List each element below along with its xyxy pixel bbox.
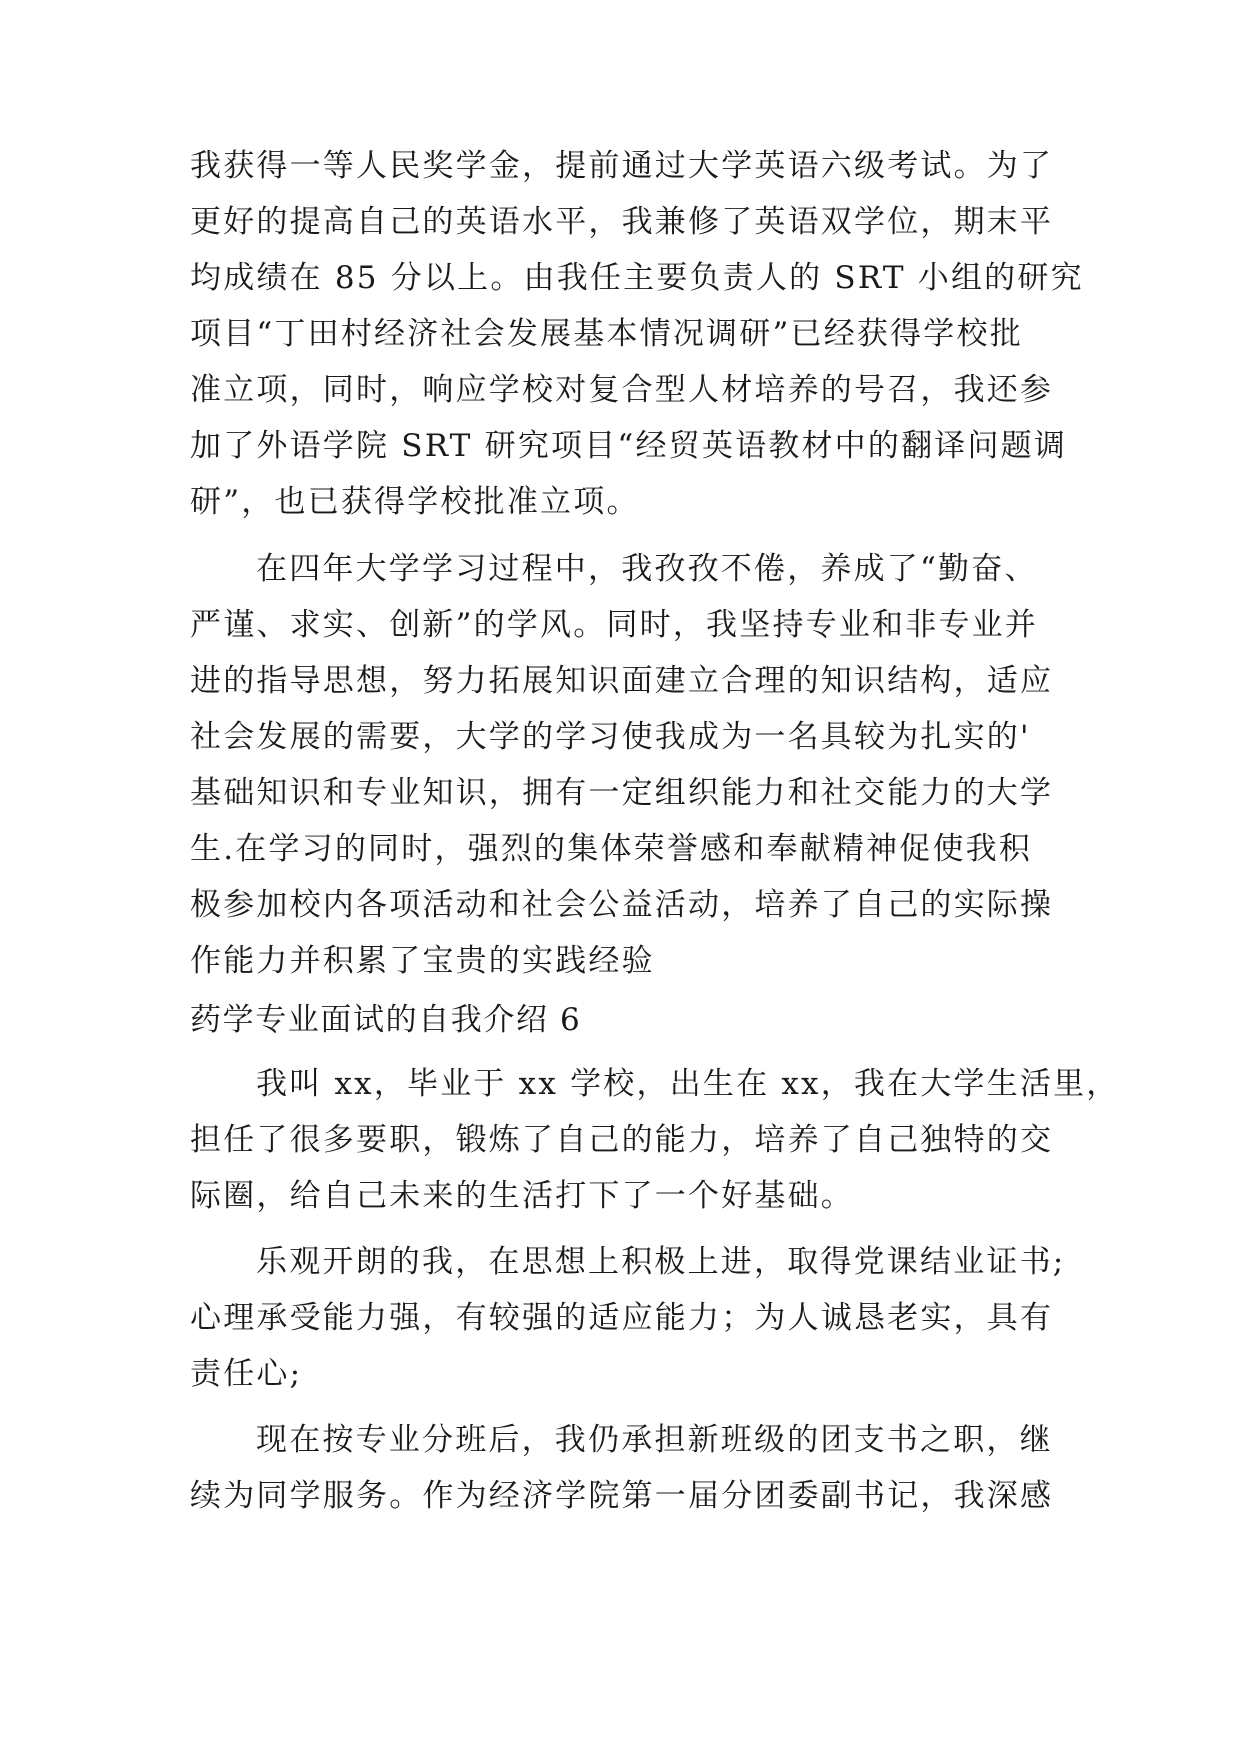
text-line: 严谨、求实、创新”的学风。同时，我坚持专业和非专业并 [190,607,1039,643]
text-line: 心理承受能力强，有较强的适应能力；为人诚恳老实，具有 [190,1300,1054,1336]
text-line: 准立项，同时，响应学校对复合型人材培养的号召，我还参 [190,372,1054,408]
text-line: 加了外语学院 SRT 研究项目“经贸英语教材中的翻译问题调 [190,428,1068,464]
text-line: 基础知识和专业知识，拥有一定组织能力和社交能力的大学 [190,775,1054,811]
text-line: 际圈，给自己未来的生活打下了一个好基础。 [190,1178,854,1214]
text-line: 我叫 xx，毕业于 xx 学校，出生在 xx，我在大学生活里， [256,1066,1120,1102]
text-line: 乐观开朗的我，在思想上积极上进，取得党课结业证书; [256,1244,1066,1280]
text-line: 极参加校内各项活动和社会公益活动，培养了自己的实际操 [190,887,1054,923]
text-line: 担任了很多要职，锻炼了自己的能力，培养了自己独特的交 [190,1122,1054,1158]
text-line: 均成绩在 85 分以上。由我任主要负责人的 SRT 小组的研究 [190,260,1084,296]
text-line: 项目“丁田村经济社会发展基本情况调研”已经获得学校批 [190,316,1023,352]
section-heading: 药学专业面试的自我介绍 6 [190,1002,582,1038]
text-line: 我获得一等人民奖学金，提前通过大学英语六级考试。为了 [190,148,1054,184]
text-line: 社会发展的需要，大学的学习使我成为一名具较为扎实的' [190,719,1031,755]
text-line: 进的指导思想，努力拓展知识面建立合理的知识结构，适应 [190,663,1054,699]
text-line: 责任心; [190,1356,303,1392]
text-line: 在四年大学学习过程中，我孜孜不倦，养成了“勤奋、 [256,551,1038,587]
text-line: 续为同学服务。作为经济学院第一届分团委副书记，我深感 [190,1478,1054,1514]
text-line: 生.在学习的同时，强烈的集体荣誉感和奉献精神促使我积 [190,831,1033,867]
text-line: 现在按专业分班后，我仍承担新班级的团支书之职，继 [256,1422,1053,1458]
text-line: 更好的提高自己的英语水平，我兼修了英语双学位，期末平 [190,204,1054,240]
text-line: 研”，也已获得学校批准立项。 [190,484,640,520]
text-line: 作能力并积累了宝贵的实践经验 [190,943,655,979]
